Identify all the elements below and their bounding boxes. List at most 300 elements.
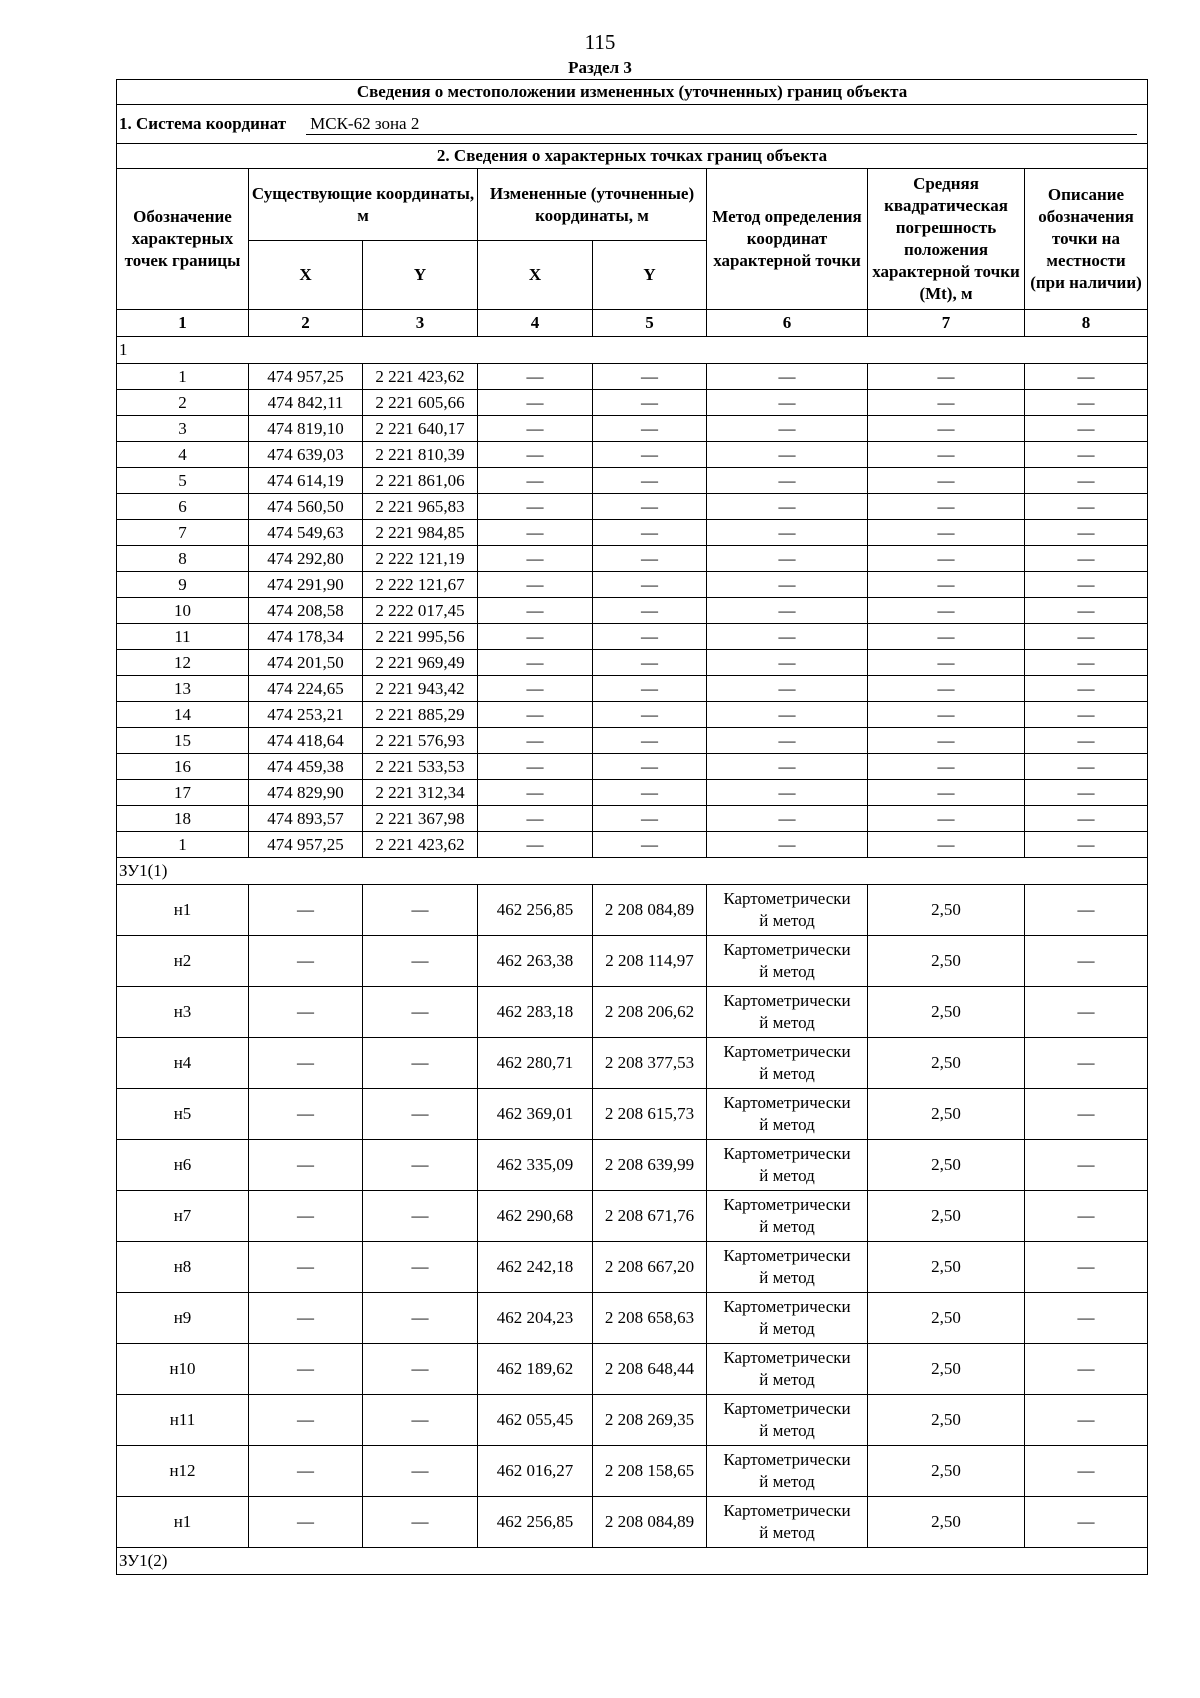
table-row [117, 780, 1148, 806]
empty-dash: — [1025, 885, 1148, 936]
method-line: Картометрически [723, 991, 851, 1010]
method-line: й метод [759, 1370, 815, 1389]
empty-dash: — [478, 442, 593, 468]
method-line: Картометрически [723, 889, 851, 908]
existing-y: 2 221 423,62 [363, 832, 478, 858]
point-designation: н4 [117, 1038, 249, 1089]
empty-dash: — [1025, 1293, 1148, 1344]
existing-x: 474 560,50 [249, 494, 363, 520]
existing-y: 2 221 965,83 [363, 494, 478, 520]
existing-y: 2 221 943,42 [363, 676, 478, 702]
empty-dash: — [1025, 598, 1148, 624]
table-row [117, 598, 1148, 624]
empty-dash: — [249, 1497, 363, 1548]
empty-dash: — [593, 442, 707, 468]
empty-dash: — [1025, 1191, 1148, 1242]
method-cell [707, 1038, 868, 1089]
table-row [117, 572, 1148, 598]
changed-y: 2 208 269,35 [593, 1395, 707, 1446]
existing-x: 474 957,25 [249, 832, 363, 858]
error-value: 2,50 [868, 1089, 1025, 1140]
section-label: Раздел 3 [568, 58, 632, 77]
method-line: Картометрически [723, 1450, 851, 1469]
header-existing-x: X [249, 241, 363, 310]
changed-x: 462 283,18 [478, 987, 593, 1038]
error-value: 2,50 [868, 936, 1025, 987]
empty-dash: — [478, 364, 593, 390]
empty-dash: — [363, 1497, 478, 1548]
empty-dash: — [478, 832, 593, 858]
empty-dash: — [363, 1344, 478, 1395]
changed-y: 2 208 615,73 [593, 1089, 707, 1140]
point-designation: н6 [117, 1140, 249, 1191]
method-line: й метод [759, 1319, 815, 1338]
table-row [117, 728, 1148, 754]
points-section-title: 2. Сведения о характерных точках границ объекта [117, 144, 1148, 169]
empty-dash: — [363, 936, 478, 987]
header-changed-x: X [478, 241, 593, 310]
point-designation: н12 [117, 1446, 249, 1497]
empty-dash: — [1025, 520, 1148, 546]
empty-dash: — [478, 494, 593, 520]
column-number: 5 [593, 310, 707, 337]
point-designation: 11 [117, 624, 249, 650]
existing-x: 474 893,57 [249, 806, 363, 832]
error-value: 2,50 [868, 885, 1025, 936]
empty-dash: — [707, 650, 868, 676]
method-cell [707, 1140, 868, 1191]
header-description: Описание обозначения точки на местности (при наличии) [1025, 169, 1148, 310]
empty-dash: — [868, 598, 1025, 624]
empty-dash: — [868, 676, 1025, 702]
empty-dash: — [593, 780, 707, 806]
empty-dash: — [363, 1191, 478, 1242]
changed-y: 2 208 084,89 [593, 1497, 707, 1548]
method-line: Картометрически [723, 1348, 851, 1367]
point-designation: 5 [117, 468, 249, 494]
existing-y: 2 221 969,49 [363, 650, 478, 676]
point-designation: н7 [117, 1191, 249, 1242]
empty-dash: — [1025, 1497, 1148, 1548]
empty-dash: — [363, 1446, 478, 1497]
method-cell [707, 1497, 868, 1548]
group-header-row [117, 858, 1148, 885]
existing-x: 474 291,90 [249, 572, 363, 598]
point-designation: н9 [117, 1293, 249, 1344]
empty-dash: — [1025, 1395, 1148, 1446]
page-number: 115 [584, 30, 616, 54]
empty-dash: — [1025, 1089, 1148, 1140]
point-designation: 9 [117, 572, 249, 598]
table-row [117, 936, 1148, 987]
method-line: Картометрически [723, 940, 851, 959]
table-row [117, 364, 1148, 390]
empty-dash: — [707, 624, 868, 650]
table-row [117, 702, 1148, 728]
method-line: й метод [759, 1523, 815, 1542]
table-row [117, 1242, 1148, 1293]
empty-dash: — [707, 728, 868, 754]
empty-dash: — [1025, 1344, 1148, 1395]
header-error: Средняя квадратическая погрешность положения характерной точки (Mt), м [868, 169, 1025, 310]
empty-dash: — [1025, 1038, 1148, 1089]
table-row [117, 390, 1148, 416]
empty-dash: — [249, 1395, 363, 1446]
existing-x: 474 842,11 [249, 390, 363, 416]
point-designation: 8 [117, 546, 249, 572]
empty-dash: — [707, 390, 868, 416]
method-cell [707, 936, 868, 987]
empty-dash: — [363, 1089, 478, 1140]
error-value: 2,50 [868, 987, 1025, 1038]
existing-y: 2 222 121,67 [363, 572, 478, 598]
table-row [117, 546, 1148, 572]
changed-x: 462 256,85 [478, 1497, 593, 1548]
empty-dash: — [1025, 780, 1148, 806]
existing-x: 474 253,21 [249, 702, 363, 728]
point-designation: 12 [117, 650, 249, 676]
changed-x: 462 280,71 [478, 1038, 593, 1089]
empty-dash: — [868, 442, 1025, 468]
method-line: й метод [759, 1166, 815, 1185]
header-changed-coords: Измененные (уточненные) координаты, м [478, 169, 707, 241]
empty-dash: — [478, 468, 593, 494]
empty-dash: — [478, 416, 593, 442]
empty-dash: — [478, 754, 593, 780]
table-row [117, 520, 1148, 546]
boundary-points-table [116, 79, 1148, 1575]
table-row [117, 676, 1148, 702]
method-line: Картометрически [723, 1246, 851, 1265]
header-designation: Обозначение характерных точек границы [117, 169, 249, 310]
empty-dash: — [1025, 987, 1148, 1038]
existing-x: 474 614,19 [249, 468, 363, 494]
changed-y: 2 208 658,63 [593, 1293, 707, 1344]
empty-dash: — [478, 780, 593, 806]
existing-y: 2 221 885,29 [363, 702, 478, 728]
existing-x: 474 819,10 [249, 416, 363, 442]
empty-dash: — [1025, 364, 1148, 390]
table-row [117, 1038, 1148, 1089]
changed-y: 2 208 667,20 [593, 1242, 707, 1293]
changed-x: 462 055,45 [478, 1395, 593, 1446]
empty-dash: — [1025, 546, 1148, 572]
empty-dash: — [1025, 754, 1148, 780]
point-designation: 7 [117, 520, 249, 546]
method-line: й метод [759, 1268, 815, 1287]
empty-dash: — [868, 650, 1025, 676]
changed-x: 462 256,85 [478, 885, 593, 936]
method-cell [707, 1344, 868, 1395]
header-existing-coords: Существующие координаты, м [249, 169, 478, 241]
method-cell [707, 1293, 868, 1344]
empty-dash: — [478, 624, 593, 650]
table-row [117, 1089, 1148, 1140]
point-designation: н10 [117, 1344, 249, 1395]
empty-dash: — [478, 728, 593, 754]
changed-x: 462 242,18 [478, 1242, 593, 1293]
empty-dash: — [478, 806, 593, 832]
empty-dash: — [478, 520, 593, 546]
empty-dash: — [249, 1242, 363, 1293]
column-number: 1 [117, 310, 249, 337]
existing-x: 474 829,90 [249, 780, 363, 806]
empty-dash: — [593, 520, 707, 546]
empty-dash: — [868, 832, 1025, 858]
existing-y: 2 222 121,19 [363, 546, 478, 572]
column-number: 7 [868, 310, 1025, 337]
changed-x: 462 263,38 [478, 936, 593, 987]
empty-dash: — [1025, 832, 1148, 858]
point-designation: 1 [117, 832, 249, 858]
column-number: 4 [478, 310, 593, 337]
error-value: 2,50 [868, 1497, 1025, 1548]
existing-x: 474 418,64 [249, 728, 363, 754]
method-cell [707, 1089, 868, 1140]
error-value: 2,50 [868, 1038, 1025, 1089]
empty-dash: — [707, 780, 868, 806]
point-designation: 15 [117, 728, 249, 754]
method-cell [707, 1395, 868, 1446]
empty-dash: — [363, 987, 478, 1038]
empty-dash: — [249, 1038, 363, 1089]
method-line: Картометрически [723, 1297, 851, 1316]
empty-dash: — [868, 416, 1025, 442]
method-cell [707, 1191, 868, 1242]
changed-y: 2 208 114,97 [593, 936, 707, 987]
point-designation: 3 [117, 416, 249, 442]
empty-dash: — [1025, 650, 1148, 676]
empty-dash: — [707, 494, 868, 520]
method-line: Картометрически [723, 1399, 851, 1418]
column-number: 3 [363, 310, 478, 337]
empty-dash: — [1025, 416, 1148, 442]
point-designation: н1 [117, 1497, 249, 1548]
empty-dash: — [593, 832, 707, 858]
existing-x: 474 208,58 [249, 598, 363, 624]
empty-dash: — [593, 494, 707, 520]
existing-y: 2 221 312,34 [363, 780, 478, 806]
existing-y: 2 221 367,98 [363, 806, 478, 832]
changed-y: 2 208 648,44 [593, 1344, 707, 1395]
table-row [117, 987, 1148, 1038]
existing-x: 474 178,34 [249, 624, 363, 650]
table-row [117, 1191, 1148, 1242]
empty-dash: — [593, 754, 707, 780]
empty-dash: — [593, 364, 707, 390]
group-header-row [117, 1548, 1148, 1575]
point-designation: н1 [117, 885, 249, 936]
point-designation: 1 [117, 364, 249, 390]
empty-dash: — [249, 1446, 363, 1497]
point-designation: 13 [117, 676, 249, 702]
table-row [117, 416, 1148, 442]
coord-system-value: МСК-62 зона 2 [306, 114, 1137, 135]
empty-dash: — [593, 598, 707, 624]
empty-dash: — [593, 416, 707, 442]
empty-dash: — [249, 1140, 363, 1191]
empty-dash: — [363, 1038, 478, 1089]
empty-dash: — [249, 1089, 363, 1140]
existing-y: 2 221 423,62 [363, 364, 478, 390]
point-designation: н8 [117, 1242, 249, 1293]
empty-dash: — [1025, 494, 1148, 520]
empty-dash: — [868, 572, 1025, 598]
table-row [117, 650, 1148, 676]
empty-dash: — [593, 390, 707, 416]
empty-dash: — [868, 806, 1025, 832]
method-cell [707, 987, 868, 1038]
empty-dash: — [478, 390, 593, 416]
method-line: й метод [759, 1421, 815, 1440]
changed-y: 2 208 158,65 [593, 1446, 707, 1497]
empty-dash: — [363, 1242, 478, 1293]
existing-x: 474 639,03 [249, 442, 363, 468]
method-cell [707, 1242, 868, 1293]
empty-dash: — [478, 676, 593, 702]
changed-x: 462 335,09 [478, 1140, 593, 1191]
changed-x: 462 016,27 [478, 1446, 593, 1497]
empty-dash: — [249, 1344, 363, 1395]
empty-dash: — [1025, 1446, 1148, 1497]
error-value: 2,50 [868, 1242, 1025, 1293]
coord-system-cell [117, 105, 1148, 144]
existing-y: 2 221 576,93 [363, 728, 478, 754]
empty-dash: — [593, 468, 707, 494]
error-value: 2,50 [868, 1344, 1025, 1395]
empty-dash: — [478, 598, 593, 624]
existing-y: 2 221 984,85 [363, 520, 478, 546]
point-designation: 10 [117, 598, 249, 624]
empty-dash: — [478, 650, 593, 676]
table-row [117, 1395, 1148, 1446]
empty-dash: — [363, 1395, 478, 1446]
empty-dash: — [593, 650, 707, 676]
empty-dash: — [593, 572, 707, 598]
existing-x: 474 459,38 [249, 754, 363, 780]
method-line: й метод [759, 1064, 815, 1083]
empty-dash: — [478, 572, 593, 598]
table-row [117, 806, 1148, 832]
table-row [117, 885, 1148, 936]
error-value: 2,50 [868, 1395, 1025, 1446]
empty-dash: — [868, 468, 1025, 494]
empty-dash: — [707, 598, 868, 624]
point-designation: н3 [117, 987, 249, 1038]
error-value: 2,50 [868, 1191, 1025, 1242]
existing-y: 2 221 533,53 [363, 754, 478, 780]
changed-y: 2 208 084,89 [593, 885, 707, 936]
table-row [117, 1293, 1148, 1344]
existing-x: 474 292,80 [249, 546, 363, 572]
existing-y: 2 221 810,39 [363, 442, 478, 468]
table-row [117, 1497, 1148, 1548]
existing-y: 2 221 640,17 [363, 416, 478, 442]
empty-dash: — [707, 546, 868, 572]
empty-dash: — [707, 442, 868, 468]
error-value: 2,50 [868, 1293, 1025, 1344]
empty-dash: — [249, 936, 363, 987]
empty-dash: — [707, 806, 868, 832]
empty-dash: — [1025, 1140, 1148, 1191]
empty-dash: — [593, 806, 707, 832]
empty-dash: — [249, 885, 363, 936]
point-designation: 6 [117, 494, 249, 520]
group-label: ЗУ1(1) [117, 858, 1148, 885]
table-title: Сведения о местоположении измененных (уточненных) границ объекта [117, 80, 1148, 105]
empty-dash: — [593, 702, 707, 728]
empty-dash: — [1025, 442, 1148, 468]
empty-dash: — [707, 416, 868, 442]
empty-dash: — [249, 1293, 363, 1344]
column-numbers-row [117, 310, 1148, 337]
changed-y: 2 208 206,62 [593, 987, 707, 1038]
empty-dash: — [478, 702, 593, 728]
empty-dash: — [1025, 676, 1148, 702]
empty-dash: — [868, 520, 1025, 546]
empty-dash: — [707, 754, 868, 780]
empty-dash: — [1025, 702, 1148, 728]
table-row [117, 1344, 1148, 1395]
empty-dash: — [707, 364, 868, 390]
changed-y: 2 208 639,99 [593, 1140, 707, 1191]
existing-x: 474 957,25 [249, 364, 363, 390]
empty-dash: — [363, 885, 478, 936]
changed-y: 2 208 671,76 [593, 1191, 707, 1242]
empty-dash: — [707, 520, 868, 546]
method-line: Картометрически [723, 1042, 851, 1061]
empty-dash: — [1025, 572, 1148, 598]
table-row [117, 832, 1148, 858]
method-line: Картометрически [723, 1501, 851, 1520]
table-row [117, 624, 1148, 650]
group-label: ЗУ1(2) [117, 1548, 1148, 1575]
method-cell [707, 885, 868, 936]
empty-dash: — [707, 676, 868, 702]
empty-dash: — [868, 546, 1025, 572]
empty-dash: — [1025, 390, 1148, 416]
empty-dash: — [707, 832, 868, 858]
empty-dash: — [868, 702, 1025, 728]
point-designation: н11 [117, 1395, 249, 1446]
column-number: 2 [249, 310, 363, 337]
existing-y: 2 221 605,66 [363, 390, 478, 416]
empty-dash: — [593, 676, 707, 702]
empty-dash: — [363, 1293, 478, 1344]
column-number: 8 [1025, 310, 1148, 337]
empty-dash: — [1025, 1242, 1148, 1293]
empty-dash: — [707, 702, 868, 728]
existing-y: 2 221 995,56 [363, 624, 478, 650]
empty-dash: — [868, 390, 1025, 416]
existing-x: 474 549,63 [249, 520, 363, 546]
point-designation: н5 [117, 1089, 249, 1140]
empty-dash: — [868, 780, 1025, 806]
table-row [117, 1140, 1148, 1191]
header-changed-y: Y [593, 241, 707, 310]
empty-dash: — [707, 572, 868, 598]
table-row [117, 442, 1148, 468]
method-line: й метод [759, 1013, 815, 1032]
method-line: й метод [759, 1217, 815, 1236]
empty-dash: — [868, 728, 1025, 754]
empty-dash: — [593, 546, 707, 572]
changed-x: 462 369,01 [478, 1089, 593, 1140]
changed-x: 462 290,68 [478, 1191, 593, 1242]
header-existing-y: Y [363, 241, 478, 310]
empty-dash: — [707, 468, 868, 494]
empty-dash: — [868, 754, 1025, 780]
